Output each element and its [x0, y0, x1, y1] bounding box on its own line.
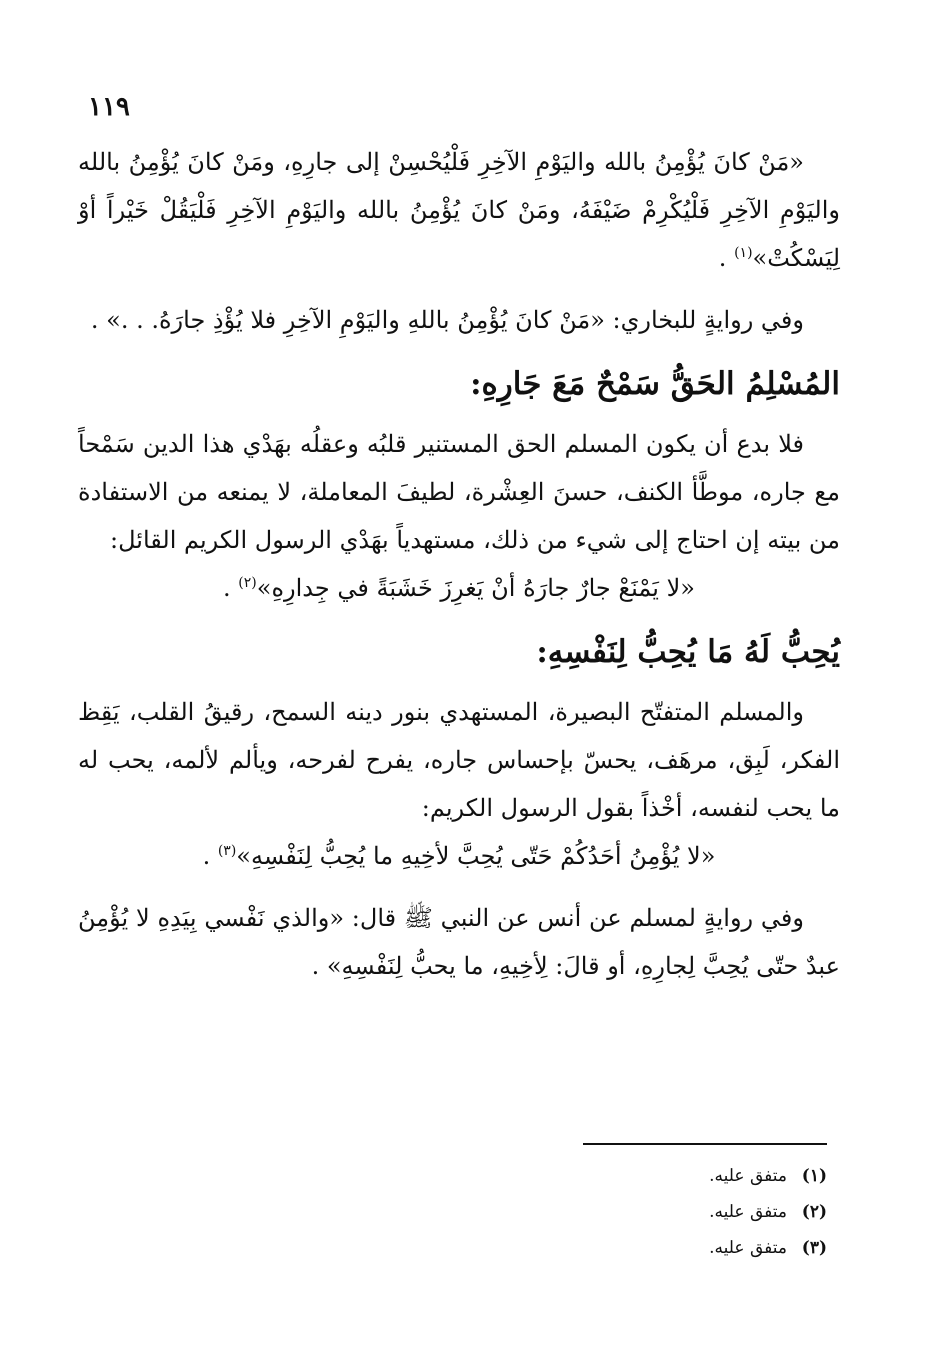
paragraph-2: والمسلم المتفتّح البصيرة، المستهدي بنور دينه السمح، رقيقُ القلب، يَقِظ الفكر، لَبِق، مرهَف، يحسّ بإحساس جاره، يفرح لفرحه، ويألم لألمه، يحب له ما يحب لنفسه، أخْذاً بقول الرسول الكريم: [78, 698, 840, 822]
footnote-number: (٣) [801, 1238, 827, 1258]
hadith-3 [78, 832, 840, 880]
footnote-text: متفق عليه. [709, 1238, 787, 1258]
footnote-text: متفق عليه. [709, 1166, 787, 1186]
footnote-number: (٢) [801, 1202, 827, 1222]
footnote-ref-3[interactable]: (٣) [217, 843, 237, 859]
hadith-2-end: . [223, 574, 239, 602]
hadith-1-text: «مَنْ كانَ يُؤْمِنُ بالله واليَوْمِ الآخِرِ فَلْيُحْسِنْ إلى جارِهِ، ومَنْ كانَ يُؤْمِنُ بالله واليَوْمِ الآخِرِ فَلْيُكْرِمْ ضَيْفَهُ، ومَنْ كانَ يُؤْمِنُ بالله واليَوْمِ الآخِرِ فَلْيَقُلْ خَيْراً أوْ لِيَسْكُتْ» [78, 148, 840, 272]
footnote-ref-2[interactable]: (٢) [238, 575, 257, 591]
muslim-narration: وفي روايةٍ لمسلم عن أنس عن النبي ﷺ قال: «والذي نَفْسي بِيَدِهِ لا يُؤْمِنُ عبدٌ حتّى يُحِبَّ لِجارِهِ، أو قالَ: لِأخِيهِ، ما يحبُّ لِنَفْسِهِ» . [78, 904, 840, 980]
footnote-2 [583, 1194, 827, 1230]
hadith-1 [78, 138, 840, 282]
bukhari-narration: وفي روايةٍ للبخاري: «مَنْ كانَ يُؤْمِنُ باللهِ واليَوْمِ الآخِرِ فلا يُؤْذِ جارَهُ. . .» . [90, 306, 804, 334]
footnote-divider [583, 1143, 827, 1145]
hadith-1-end: . [718, 244, 735, 272]
footnote-3 [583, 1230, 827, 1266]
hadith-2-text: «لا يَمْنَعْ جارٌ جارَهُ أنْ يَغرِزَ خَشَبَةً في جِدارِهِ» [256, 574, 695, 602]
footnote-1 [583, 1158, 827, 1194]
paragraph-1: فلا بدع أن يكون المسلم الحق المستنير قلبُه وعقلُه بهَدْي هذا الدين سَمْحاً مع جاره، موطَّأ الكنف، حسنَ العِشْرة، لطيفَ المعاملة، لا يمنعه من الاستفادة من بيته إن احتاج إلى شيء من ذلك، مستهدياً بهَدْي الرسول الكريم القائل: [78, 430, 841, 554]
hadith-3-end: . [202, 842, 218, 870]
hadith-2 [78, 564, 840, 612]
section-heading-1: المُسْلِمُ الحَقُّ سَمْحٌ مَعَ جَارِهِ: [470, 366, 840, 402]
footnote-text: متفق عليه. [709, 1202, 787, 1222]
section-heading-2: يُحِبُّ لَهُ مَا يُحِبُّ لِنَفْسِهِ: [536, 634, 840, 670]
hadith-3-text: «لا يُؤْمِنُ أحَدُكُمْ حَتّى يُحِبَّ لأخِيهِ ما يُحِبُّ لِنَفْسِهِ» [236, 842, 716, 870]
page-number: ١١٩ [88, 92, 130, 122]
footnotes [583, 1158, 827, 1266]
footnote-number: (١) [801, 1166, 827, 1186]
footnote-ref-1[interactable]: (١) [734, 245, 753, 261]
page-body [78, 138, 840, 990]
